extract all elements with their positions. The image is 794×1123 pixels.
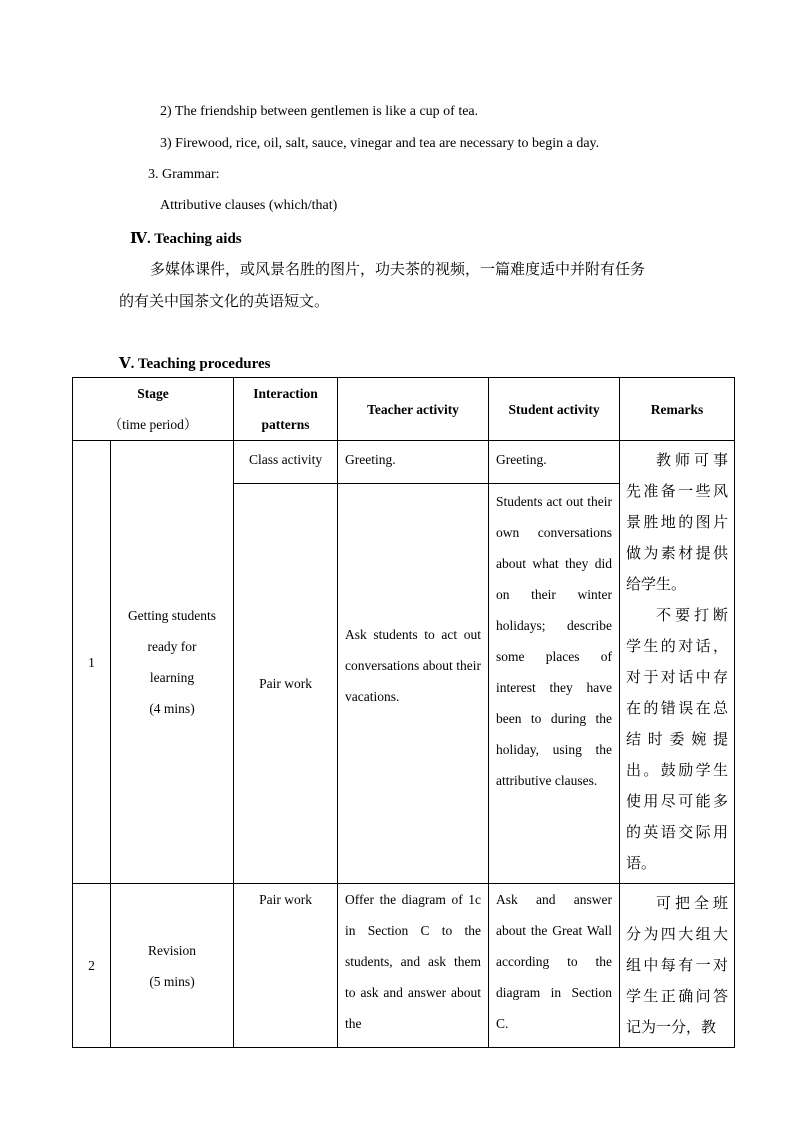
- procedures-table: [72, 377, 735, 1048]
- teaching-procedures-heading: Ⅴ. Teaching procedures: [119, 356, 271, 372]
- header-interaction-1: Interaction: [253, 386, 318, 401]
- grammar-heading: 3. Grammar:: [148, 167, 220, 182]
- row2-remark: 可把全班分为四大组大组中每有一对学生正确问答记为一分，教: [626, 894, 729, 1036]
- row1-remark-2: 不要打断学生的对话，对于对话中存在的错误在总结时委婉提出。鼓励学生使用尽可能多的英语交际用语。: [626, 606, 729, 872]
- row1-stage-4: (4 mins): [149, 701, 195, 716]
- row1-sub1-teacher: Greeting.: [338, 441, 489, 484]
- row2-teacher: Offer the diagram of 1c in Section C to the students, and ask them to ask and answer about the: [338, 884, 489, 1048]
- row1-sub1-student: Greeting.: [489, 441, 620, 484]
- header-student: Student activity: [489, 378, 620, 441]
- row2-student: Ask and answer about the Great Wall according to the diagram in Section C.: [489, 884, 620, 1048]
- table-header-row: [73, 378, 735, 441]
- grammar-example-3: 3) Firewood, rice, oil, salt, sauce, vinegar and tea are necessary to begin a day.: [160, 136, 600, 151]
- row1-sub2-student: Students act out their own conversations about what they did on their winter holidays; describe some places of interest they have been to during the holiday, using the attributive clauses.: [489, 483, 620, 883]
- header-interaction-2: patterns: [261, 417, 310, 432]
- row2-stage: [111, 884, 234, 1048]
- teaching-aids-text-2: 的有关中国茶文化的英语短文。: [119, 292, 330, 310]
- row2-number: 2: [73, 884, 111, 1048]
- row1-number: 1: [73, 441, 111, 884]
- teaching-aids-text-1: 多媒体课件，或风景名胜的图片，功夫茶的视频，一篇难度适中并附有任务: [150, 260, 646, 278]
- grammar-example-2: 2) The friendship between gentlemen is like a cup of tea.: [160, 104, 479, 119]
- row1-sub2-pattern: Pair work: [234, 483, 338, 883]
- row1-stage-3: learning: [149, 670, 195, 685]
- header-teacher: Teacher activity: [338, 378, 489, 441]
- row1-remark-1: 教师可事先准备一些风景胜地的图片做为素材提供给学生。: [626, 451, 729, 593]
- header-interaction: [234, 378, 338, 441]
- teaching-aids-heading: Ⅳ. Teaching aids: [130, 231, 242, 247]
- table-row: [73, 884, 735, 1048]
- header-stage-label: Stage: [137, 386, 169, 401]
- header-remarks: Remarks: [620, 378, 735, 441]
- row2-pattern: Pair work: [234, 884, 338, 1048]
- header-stage-sub: （time period）: [108, 417, 198, 432]
- row1-stage-1: Getting students: [127, 608, 217, 623]
- row1-remarks: [620, 441, 735, 884]
- grammar-topic: Attributive clauses (which/that): [160, 198, 338, 213]
- row1-sub2-teacher: Ask students to act out conversations about their vacations.: [338, 483, 489, 883]
- row1-stage-2: ready for: [147, 639, 197, 654]
- row1-sub1-pattern: Class activity: [234, 441, 338, 484]
- row2-remarks: [620, 884, 735, 1048]
- table-row: [73, 441, 735, 484]
- row1-stage: [111, 441, 234, 884]
- header-stage: [73, 378, 234, 441]
- row2-stage-2: (5 mins): [149, 973, 195, 989]
- row2-stage-1: Revision: [148, 942, 197, 958]
